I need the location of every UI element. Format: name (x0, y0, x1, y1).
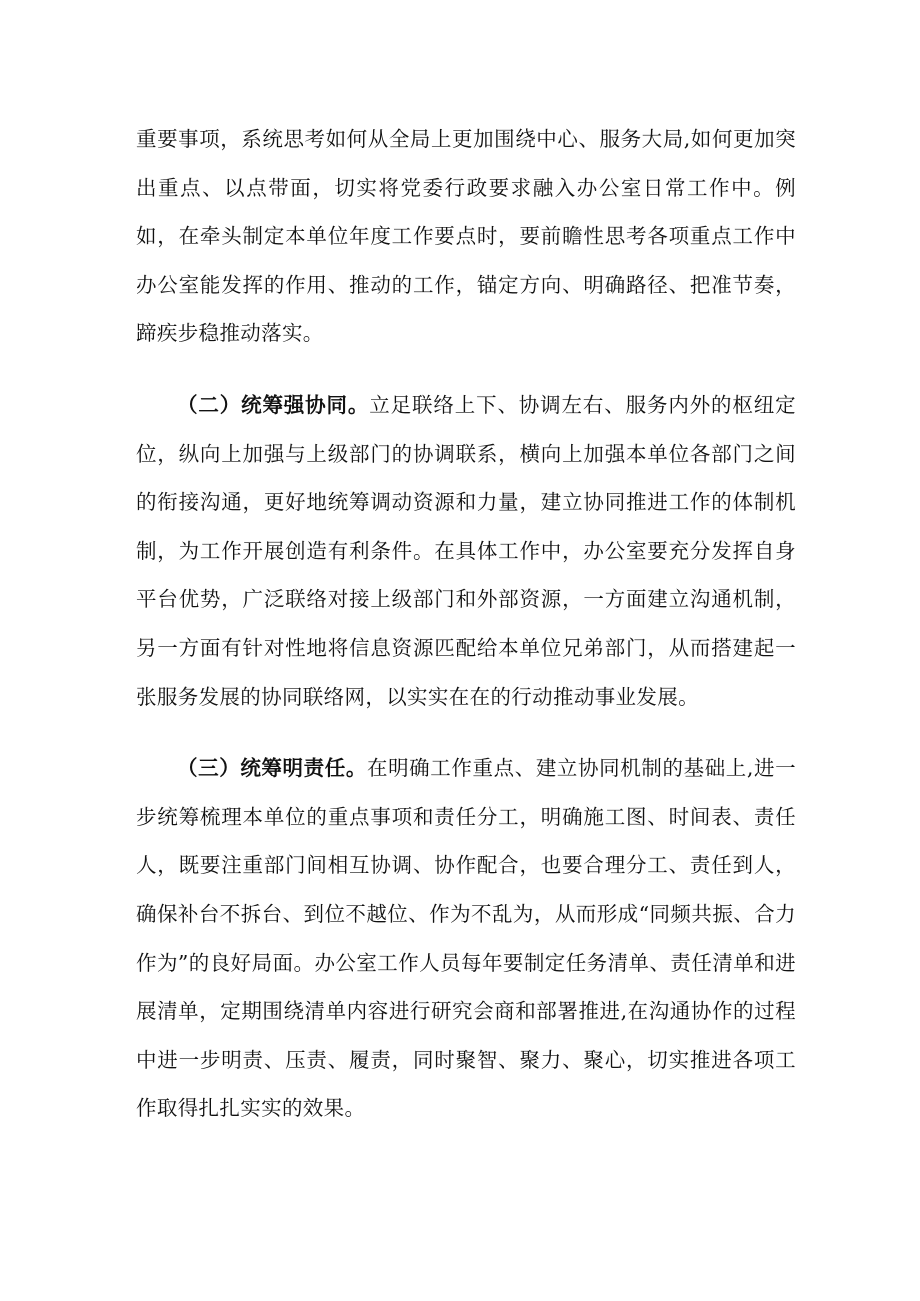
paragraph-responsibility (136, 744, 796, 1133)
document-page (136, 115, 796, 1133)
paragraph-continuation (136, 115, 796, 358)
paragraph-coordination (136, 381, 796, 721)
paragraph-body: 在明确工作重点、建立协同机制的基础上,进一步统筹梳理本单位的重点事项和责任分工，明确施工图、时间表、责任人，既要注重部门间相互协调、协作配合，也要合理分工、责任到人，确保补台不拆台、到位不越位、作为不乱为，从而形成“同频共振、合力作为”的良好局面。办公室工作人员每年要制定任务清单、责任清单和进展清单，定期围绕清单内容进行研究会商和部署推进,在沟通协作的过程中进一步明责、压责、履责，同时聚智、聚力、聚心，切实推进各项工作取得扎扎实实的效果。 (136, 756, 796, 1121)
paragraph-heading: （二）统筹强协同。 (177, 392, 370, 417)
paragraph-heading: （三）统筹明责任。 (177, 756, 367, 781)
paragraph-body: 重要事项，系统思考如何从全局上更加围绕中心、服务大局,如何更加突出重点、以点带面，切实将党委行政要求融入办公室日常工作中。例如，在牵头制定本单位年度工作要点时，要前瞻性思考各项重点工作中办公室能发挥的作用、推动的工作，锚定方向、明确路径、把准节奏，蹄疾步稳推动落实。 (136, 127, 796, 346)
paragraph-body: 立足联络上下、协调左右、服务内外的枢纽定位，纵向上加强与上级部门的协调联系，横向上加强本单位各部门之间的衔接沟通，更好地统筹调动资源和力量，建立协同推进工作的体制机制，为工作开展创造有利条件。在具体工作中，办公室要充分发挥自身平台优势，广泛联络对接上级部门和外部资源，一方面建立沟通机制，另一方面有针对性地将信息资源匹配给本单位兄弟部门，从而搭建起一张服务发展的协同联络网，以实实在在的行动推动事业发展。 (136, 392, 796, 709)
